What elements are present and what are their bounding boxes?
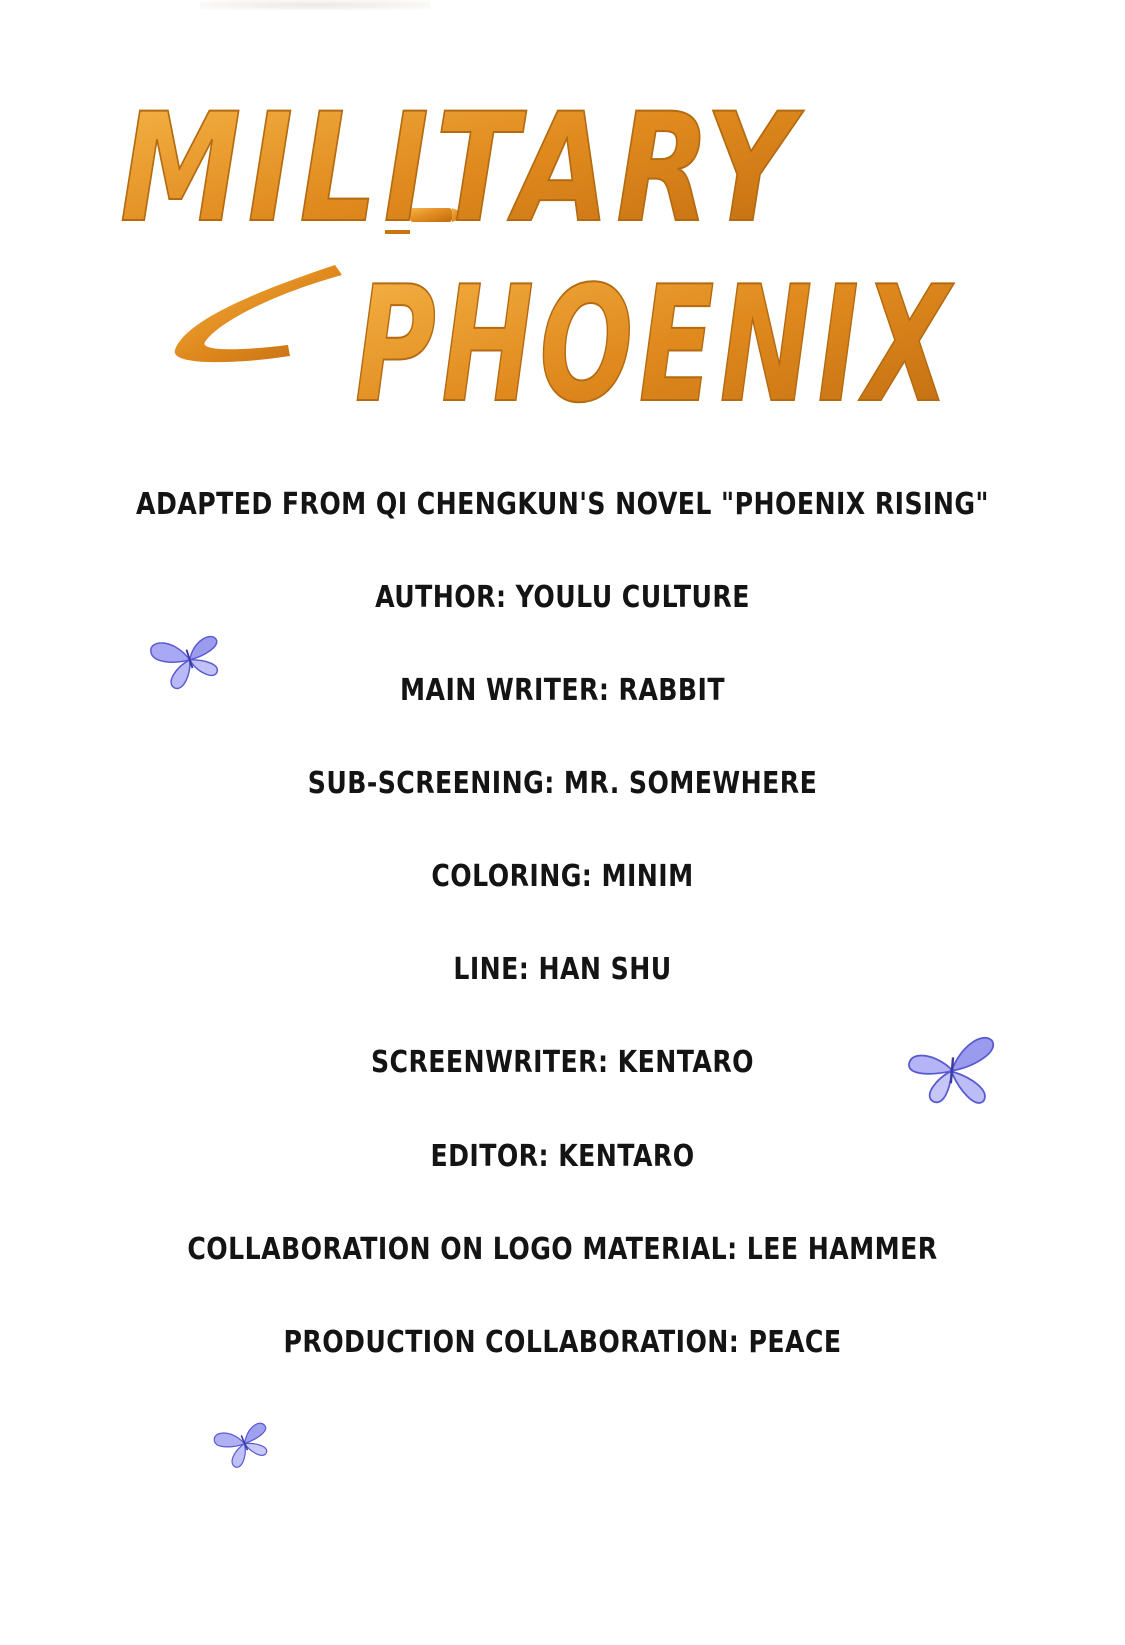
butterfly-icon	[903, 1022, 999, 1116]
logo-line-1: MILITARY	[120, 82, 805, 256]
credit-logo-collaboration: COLLABORATION ON LOGO MATERIAL: LEE HAMMER	[187, 1232, 938, 1267]
credit-adapted-from: ADAPTED FROM QI CHENGKUN'S NOVEL "PHOENIX RISING"	[136, 487, 989, 522]
butterfly-icon	[212, 1415, 276, 1471]
credit-main-writer: MAIN WRITER: RABBIT	[400, 673, 725, 708]
swoosh-stroke	[175, 265, 342, 362]
credit-author: AUTHOR: YOULU CULTURE	[375, 580, 750, 615]
top-smudge	[200, 0, 430, 10]
credit-line: LINE: HAN SHU	[453, 952, 672, 987]
logo-line-2: PHOENIX	[355, 251, 955, 438]
credit-coloring: COLORING: MINIM	[431, 859, 694, 894]
credit-screenwriter: SCREENWRITER: KENTARO	[370, 1045, 755, 1080]
title-logo	[110, 60, 1010, 440]
butterfly-icon	[150, 625, 228, 693]
credit-production-collaboration: PRODUCTION COLLABORATION: PEACE	[283, 1325, 842, 1360]
credit-sub-screening: SUB-SCREENING: MR. SOMEWHERE	[307, 766, 818, 801]
credit-editor: EDITOR: KENTARO	[430, 1139, 695, 1174]
